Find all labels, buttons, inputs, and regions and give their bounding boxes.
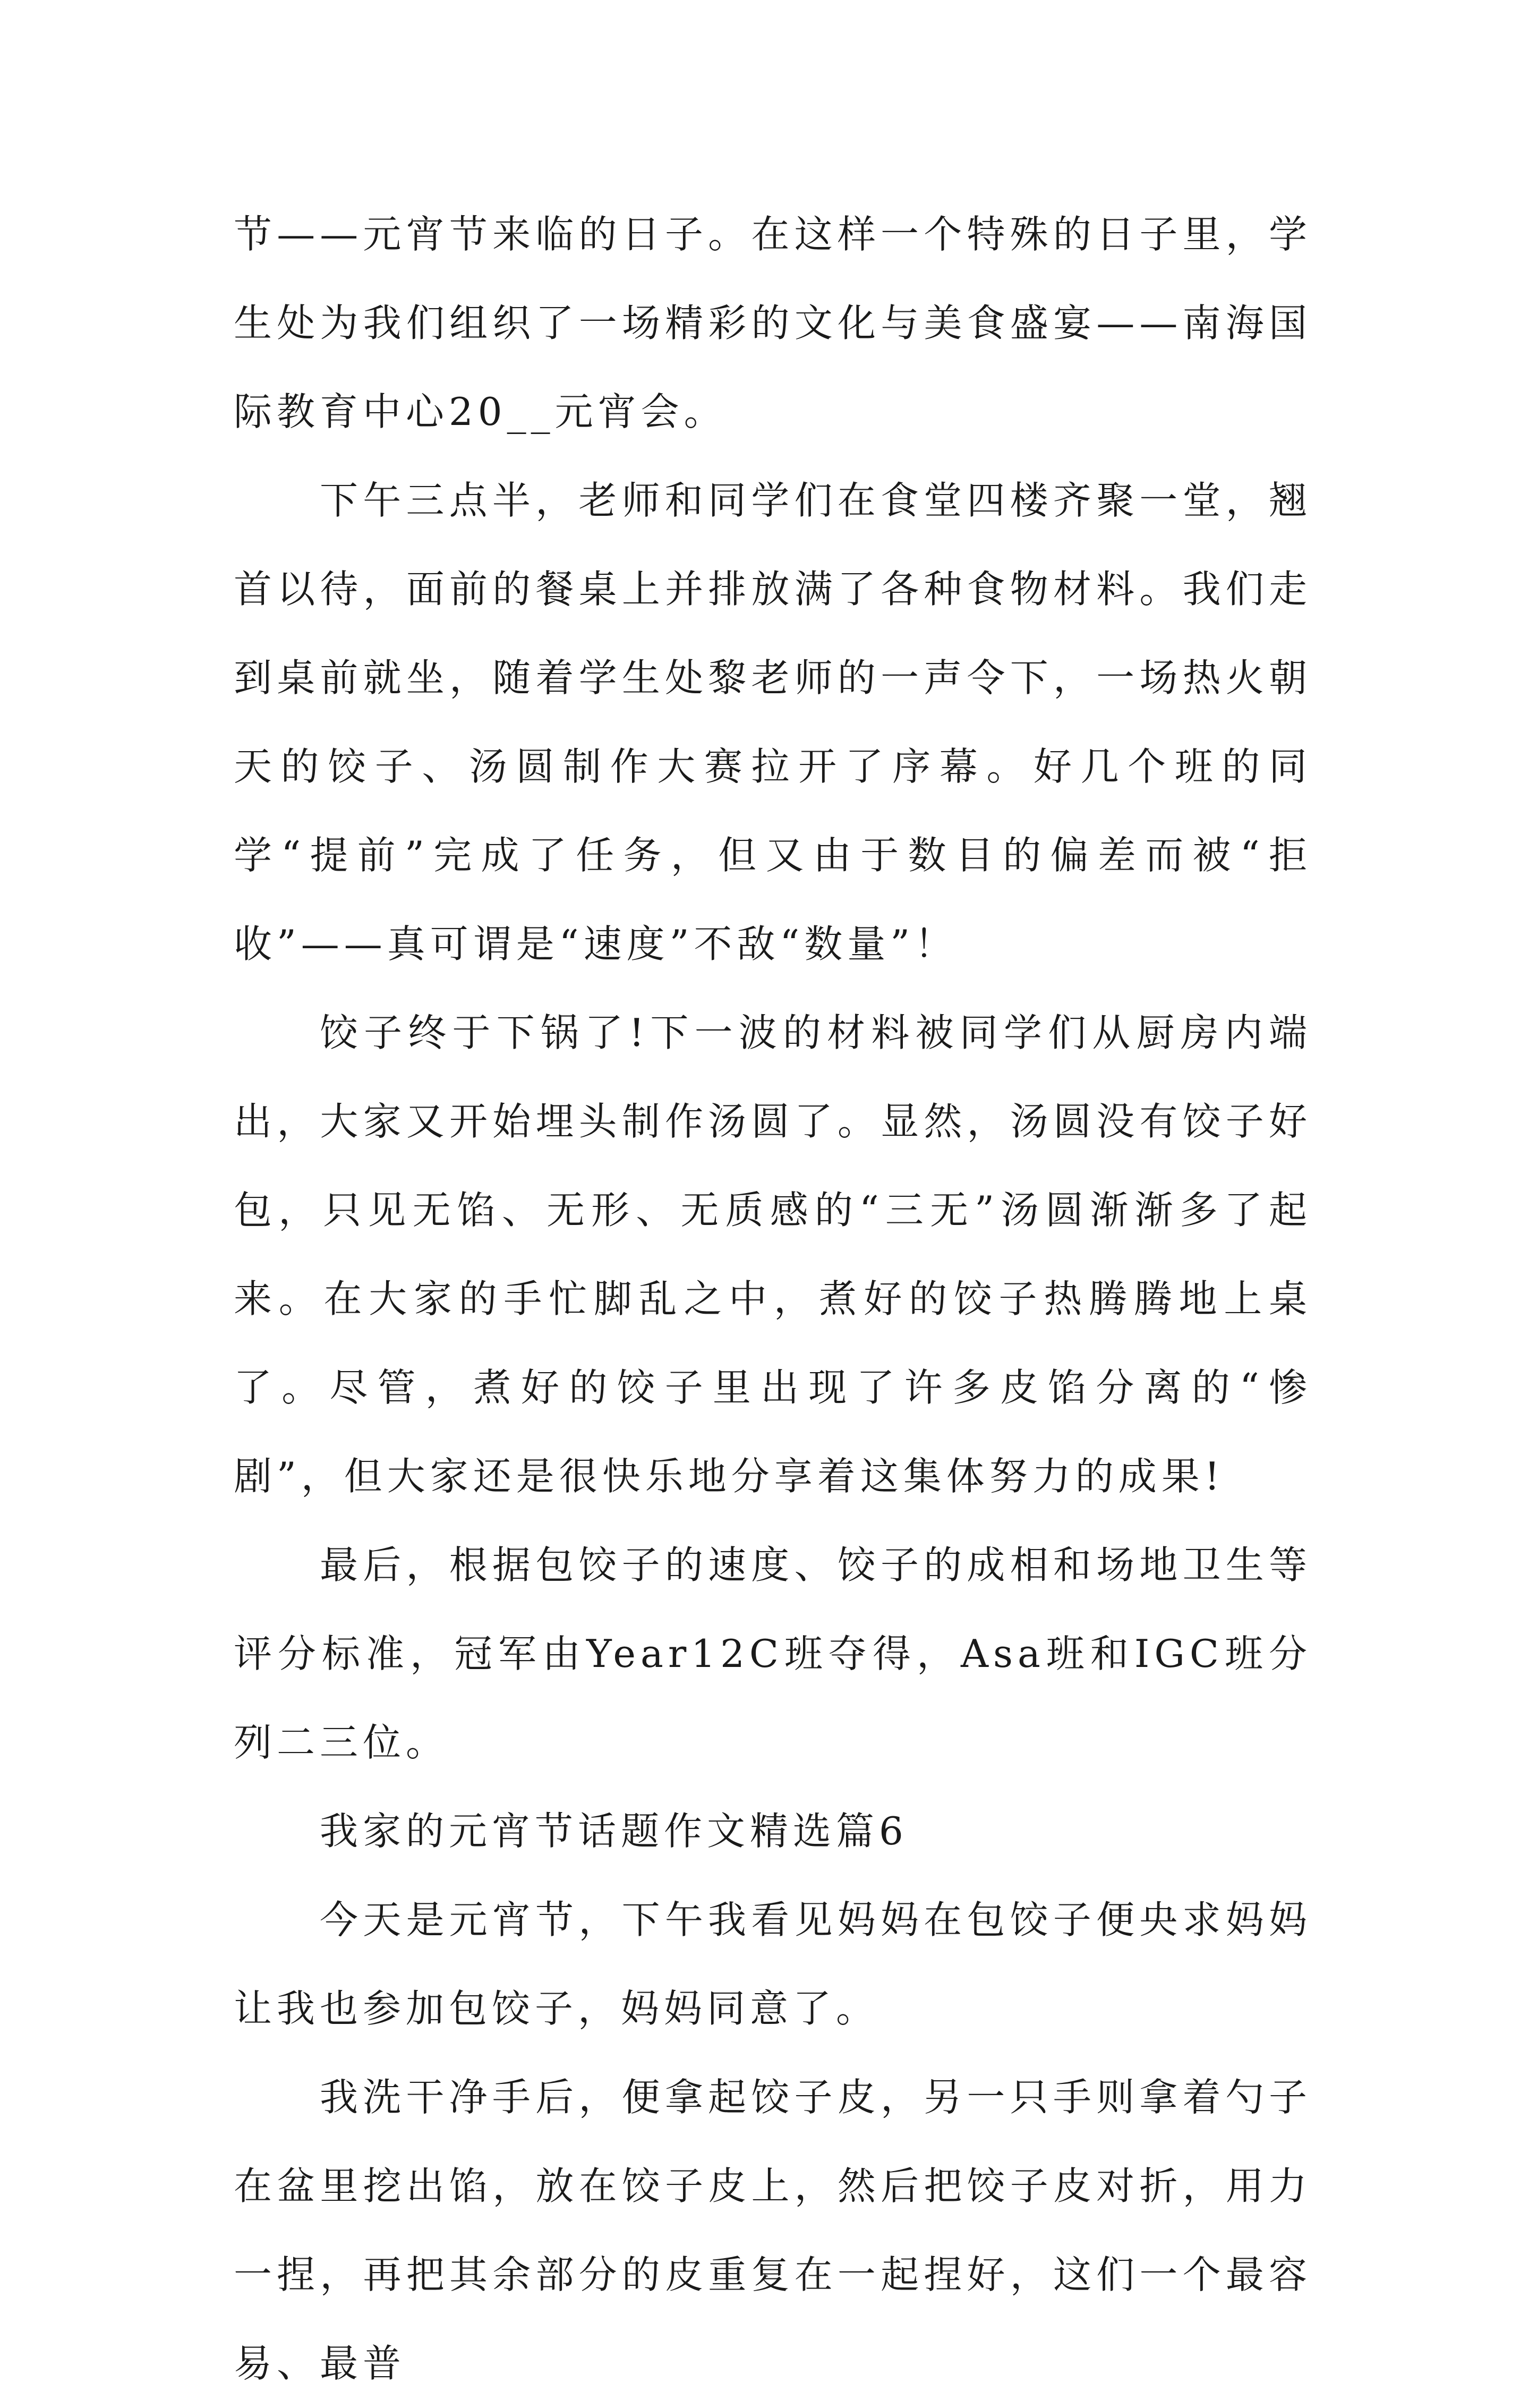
paragraph-6: 我洗干净手后，便拿起饺子皮，另一只手则拿着勺子在盆里挖出馅，放在饺子皮上，然后把饺子皮对折，用力一捏，再把其余部分的皮重复在一起捏好，这们一个最容易、最普 <box>234 2075 1312 2386</box>
paragraph-2: 下午三点半，老师和同学们在食堂四楼齐聚一堂，翘首以待，面前的餐桌上并排放满了各种食物材料。我们走到桌前就坐，随着学生处黎老师的一声令下，一场热火朝天的饺子、汤圆制作大赛拉开了序幕。好几个班的同学“提前”完成了任务，但又由于数目的偏差而被“拒收”——真可谓是“速度”不敌“数量”！ <box>234 478 1312 966</box>
paragraph-3: 饺子终于下锅了!下一波的材料被同学们从厨房内端出，大家又开始埋头制作汤圆了。显然，汤圆没有饺子好包，只见无馅、无形、无质感的“三无”汤圆渐渐多了起来。在大家的手忙脚乱之中，煮好的饺子热腾腾地上桌了。尽管，煮好的饺子里出现了许多皮馅分离的“惨剧”，但大家还是很快乐地分享着这集体努力的成果! <box>234 1010 1312 1499</box>
paragraph-5: 今天是元宵节，下午我看见妈妈在包饺子便央求妈妈让我也参加包饺子，妈妈同意了。 <box>234 1898 1312 2031</box>
document-body <box>234 190 1312 2408</box>
paragraph-4: 最后，根据包饺子的速度、饺子的成相和场地卫生等评分标准，冠军由Year12C班夺得，Asa班和IGC班分列二三位。 <box>234 1543 1312 1765</box>
paragraph-1: 节——元宵节来临的日子。在这样一个特殊的日子里，学生处为我们组织了一场精彩的文化与美食盛宴——南海国际教育中心20__元宵会。 <box>234 212 1312 434</box>
section-heading: 我家的元宵节话题作文精选篇6 <box>320 1809 908 1853</box>
